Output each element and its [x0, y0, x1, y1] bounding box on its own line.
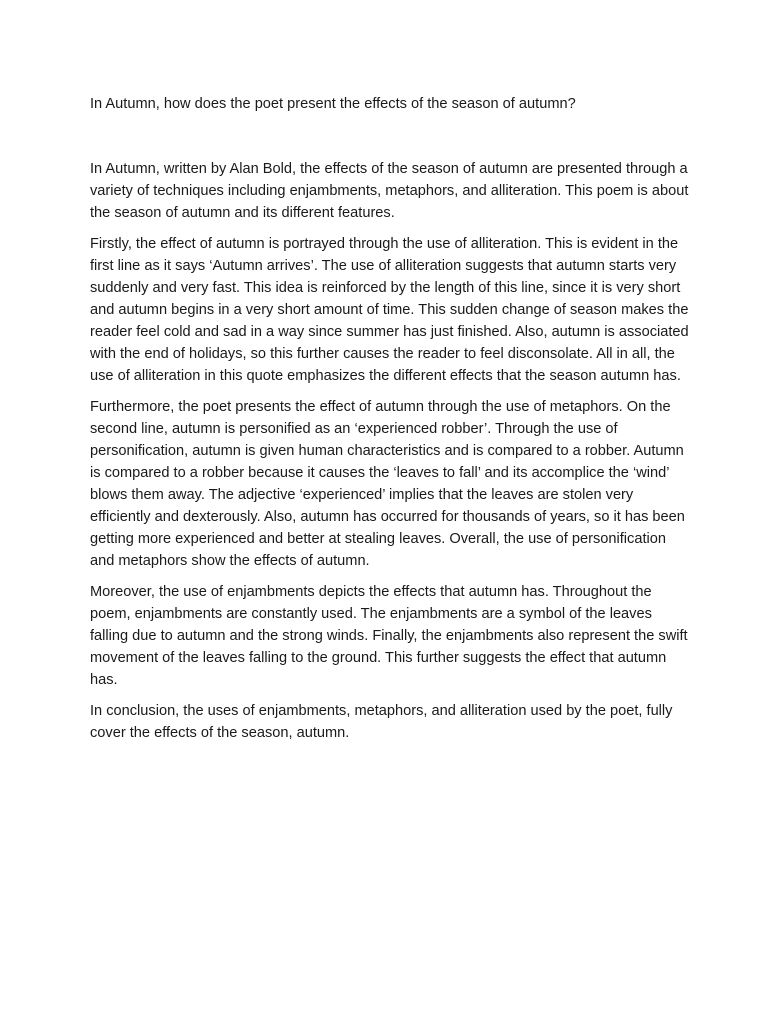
essay-question: In Autumn, how does the poet present the effects of the season of autumn? — [90, 96, 576, 112]
paragraph-metaphors: Furthermore, the poet presents the effect of autumn through the use of metaphors. On the second line, autumn is personified as an ‘experienced robber’. Through the use of personification, autumn is given human characteristics and is compared to a robber. Autumn is compared to a robber because it causes the ‘leaves to fall’ and its accomplice the ‘wind’ blows them away. The adjective ‘experienced’ implies that the leaves are stolen very efficiently and dexterously. Also, autumn has occurred for thousands of years, so it has been getting more experienced and better at stealing leaves. Overall, the use of personification and metaphors show the effects of autumn. — [90, 399, 685, 569]
paragraph-introduction: In Autumn, written by Alan Bold, the effects of the season of autumn are presented through a variety of techniques including enjambments, metaphors, and alliteration. This poem is about the season of autumn and its different features. — [90, 161, 689, 221]
essay-body — [90, 158, 690, 753]
paragraph-enjambments: Moreover, the use of enjambments depicts the effects that autumn has. Throughout the poem, enjambments are constantly used. The enjambments are a symbol of the leaves falling due to autumn and the strong winds. Finally, the enjambments also represent the swift movement of the leaves falling to the ground. This further suggests the effect that autumn has. — [90, 584, 688, 688]
paragraph-alliteration: Firstly, the effect of autumn is portrayed through the use of alliteration. This is evident in the first line as it says ‘Autumn arrives’. The use of alliteration suggests that autumn starts very suddenly and very fast. This idea is reinforced by the length of this line, since it is very short and autumn begins in a very short amount of time. This sudden change of season makes the reader feel cold and sad in a way since summer has just finished. Also, autumn is associated with the end of holidays, so this further causes the reader to feel disconsolate. All in all, the use of alliteration in this quote emphasizes the different effects that the season autumn has. — [90, 236, 689, 384]
paragraph-conclusion: In conclusion, the uses of enjambments, metaphors, and alliteration used by the poet, fully cover the effects of the season, autumn. — [90, 703, 673, 741]
